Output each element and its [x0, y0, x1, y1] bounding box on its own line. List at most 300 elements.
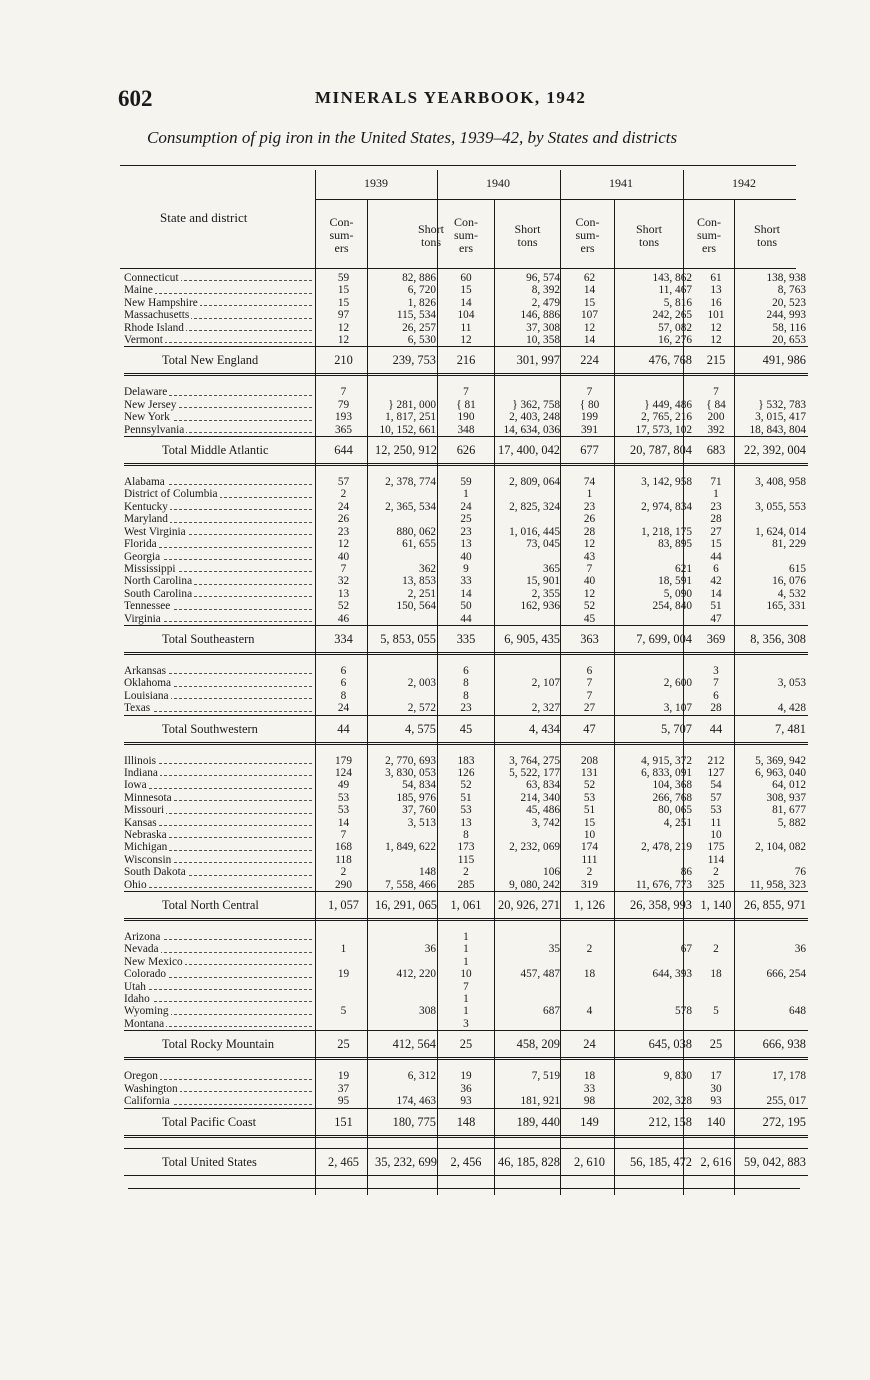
consumers-cell: 74 — [583, 476, 596, 489]
page-number: 602 — [118, 86, 153, 111]
row-label-text: New Hampshire — [124, 296, 198, 309]
short-tons-cell: 2, 825, 324 — [509, 500, 560, 513]
short-tons-cell: 46, 185, 828 — [491, 1148, 564, 1175]
table-row — [124, 575, 808, 587]
short-tons-cell: 54, 834 — [402, 779, 436, 792]
table-row — [124, 297, 808, 309]
consumers-cell: 101 — [707, 309, 725, 322]
short-tons-cell: 45, 486 — [526, 804, 560, 817]
short-tons-cell: } 449, 486 — [644, 398, 692, 411]
short-tons-cell: 362 — [419, 562, 436, 575]
short-tons-cell — [491, 551, 564, 563]
short-tons-cell: 2, 974, 834 — [641, 500, 692, 513]
consumers-cell: 12 — [460, 334, 472, 347]
short-tons-cell: 10, 358 — [526, 334, 560, 347]
table-row — [124, 779, 808, 791]
consumers-cell: 7 — [463, 980, 469, 993]
short-tons-cell: 244, 993 — [766, 309, 806, 322]
short-tons-cell: 104, 368 — [652, 779, 692, 792]
consumers-cell: 25 — [460, 513, 472, 526]
short-tons-cell: 83, 895 — [658, 538, 692, 551]
consumers-cell: 6 — [586, 664, 593, 677]
short-tons-cell: 457, 487 — [520, 968, 560, 981]
short-tons-cell — [491, 386, 564, 398]
short-tons-cell: 644, 393 — [652, 968, 692, 981]
row-label-text: Wyoming — [124, 1005, 169, 1018]
short-tons-cell: 2, 478, 219 — [641, 841, 692, 854]
short-tons-cell — [737, 386, 808, 398]
consumers-cell: 216 — [441, 347, 491, 375]
short-tons-cell: 266, 768 — [652, 791, 692, 804]
row-label-text: Connecticut — [124, 272, 179, 284]
consumers-cell — [695, 956, 737, 968]
table-row — [124, 1083, 808, 1095]
short-tons-cell: 7, 519 — [531, 1070, 560, 1083]
consumers-cell: 127 — [707, 766, 725, 779]
consumers-cell: 18 — [583, 968, 596, 981]
consumers-cell: 2 — [340, 866, 347, 879]
short-tons-cell: 308, 937 — [766, 791, 806, 804]
row-label — [124, 437, 316, 465]
short-tons-cell — [375, 613, 441, 626]
row-label — [124, 538, 316, 550]
row-label-text: Delaware — [124, 386, 168, 399]
short-tons-cell: 666, 254 — [766, 968, 806, 981]
row-label — [124, 804, 316, 816]
short-tons-cell — [737, 613, 808, 626]
table-row — [124, 943, 808, 955]
consumers-cell: 111 — [581, 853, 598, 866]
consumers-cell: 12 — [337, 321, 350, 334]
row-label — [124, 1070, 316, 1082]
consumers-cell: 13 — [460, 538, 472, 551]
consumers-cell: 2 — [586, 943, 593, 956]
consumers-cell — [564, 931, 615, 943]
short-tons-cell: 4, 575 — [375, 715, 441, 743]
row-label — [124, 272, 316, 284]
consumers-cell: 1, 057 — [316, 892, 375, 920]
consumers-cell: 1, 061 — [441, 892, 491, 920]
consumers-cell: 59 — [460, 476, 472, 489]
row-spacer — [124, 465, 808, 477]
consumers-cell: 2 — [713, 943, 719, 956]
short-tons-cell — [375, 513, 441, 525]
consumers-cell: 12 — [710, 334, 722, 347]
consumers-cell — [695, 931, 737, 943]
consumers-cell: 24 — [564, 1031, 615, 1059]
short-tons-cell: 5, 522, 177 — [509, 766, 560, 779]
row-label-text: Louisiana — [124, 689, 169, 702]
short-tons-cell — [491, 829, 564, 841]
consumers-cell: 18 — [710, 968, 722, 981]
short-tons-cell: 16, 276 — [658, 334, 692, 347]
table-row — [124, 513, 808, 525]
row-label-text: Total North Central — [162, 898, 259, 913]
consumers-cell: 1 — [586, 488, 593, 501]
consumers-cell: 27 — [710, 525, 722, 538]
tons-header: Short tons — [417, 222, 444, 249]
short-tons-cell: 5, 853, 055 — [375, 625, 441, 653]
table-row — [124, 993, 808, 1005]
row-label — [124, 792, 316, 804]
consumers-cell: 319 — [581, 878, 598, 891]
consumers-cell: 175 — [707, 841, 725, 854]
short-tons-cell — [737, 854, 808, 866]
consumers-cell: 644 — [316, 437, 375, 465]
consumers-cell: 126 — [457, 766, 475, 779]
short-tons-cell: 687 — [543, 1005, 560, 1018]
total-row — [124, 1108, 808, 1136]
short-tons-cell: 1, 016, 445 — [509, 525, 560, 538]
row-label — [124, 284, 316, 296]
short-tons-cell: 26, 257 — [402, 321, 436, 334]
consumers-cell: 290 — [335, 878, 352, 891]
consumers-cell: 53 — [337, 804, 350, 817]
consumers-cell: 325 — [707, 878, 725, 891]
consumers-cell: 6 — [340, 677, 347, 690]
row-label — [124, 613, 316, 626]
consumers-cell: 683 — [695, 437, 737, 465]
consumers-cell: 18 — [583, 1070, 596, 1083]
row-label — [124, 411, 316, 423]
consumers-cell: 114 — [707, 853, 725, 866]
consumers-cell: 32 — [337, 575, 350, 588]
short-tons-cell: 86 — [680, 866, 692, 879]
consumers-cell: 151 — [316, 1108, 375, 1136]
consumers-cell: 50 — [460, 600, 472, 613]
short-tons-cell — [375, 981, 441, 993]
short-tons-cell: 2, 232, 069 — [509, 841, 560, 854]
short-tons-cell: 12, 250, 912 — [375, 437, 441, 465]
short-tons-cell: 189, 440 — [491, 1108, 564, 1136]
row-label — [124, 1108, 316, 1136]
row-label-text: Virginia — [124, 612, 161, 625]
table-row — [124, 665, 808, 677]
consumers-cell: 23 — [583, 500, 596, 513]
short-tons-cell — [615, 551, 695, 563]
short-tons-cell: 8, 763 — [777, 284, 806, 297]
short-tons-cell: 5, 816 — [663, 296, 692, 309]
row-label-text: Total Southwestern — [162, 721, 258, 736]
row-label — [124, 866, 316, 878]
consumers-cell: 13 — [337, 587, 350, 600]
consumers-cell: 44 — [316, 715, 375, 743]
row-label-text: South Carolina — [124, 587, 193, 600]
consumers-cell: 30 — [710, 1082, 722, 1095]
consumers-cell: 212 — [707, 754, 725, 767]
year-rule — [315, 199, 796, 200]
consumers-cell: 52 — [583, 779, 596, 792]
consumers-cell: 40 — [583, 575, 596, 588]
short-tons-cell — [491, 1018, 564, 1031]
short-tons-cell — [375, 829, 441, 841]
short-tons-cell: 2, 355 — [531, 587, 560, 600]
row-label — [124, 551, 316, 563]
short-tons-cell: 58, 116 — [772, 321, 806, 334]
short-tons-cell — [615, 829, 695, 841]
short-tons-cell: 148 — [419, 866, 436, 879]
row-label-text: Alabama — [124, 476, 165, 489]
consumers-cell: 36 — [460, 1082, 472, 1095]
row-label — [124, 981, 316, 993]
consumers-cell: 2, 610 — [564, 1148, 615, 1175]
short-tons-cell — [375, 551, 441, 563]
short-tons-cell — [491, 690, 564, 702]
short-tons-cell — [375, 690, 441, 702]
short-tons-cell: 61, 655 — [402, 538, 436, 551]
short-tons-cell: 64, 012 — [772, 779, 806, 792]
consumers-cell: 11 — [710, 816, 722, 829]
consumers-header: Con- sum- ers — [575, 215, 600, 255]
consumers-cell: 7 — [340, 829, 347, 841]
consumers-cell: 173 — [457, 841, 475, 854]
row-label — [124, 677, 316, 689]
short-tons-cell: 272, 195 — [737, 1108, 808, 1136]
short-tons-cell: 59, 042, 883 — [737, 1148, 808, 1175]
table-row — [124, 817, 808, 829]
consumers-cell: 6 — [463, 664, 469, 677]
table-row — [124, 551, 808, 563]
consumers-cell: 14 — [460, 587, 472, 600]
short-tons-cell: 138, 938 — [766, 272, 806, 284]
table-row — [124, 613, 808, 626]
short-tons-cell — [615, 386, 695, 398]
short-tons-cell: 9, 080, 242 — [509, 878, 560, 891]
short-tons-cell — [375, 956, 441, 968]
consumers-cell: 42 — [710, 575, 722, 588]
consumers-cell: 6 — [340, 664, 347, 677]
consumers-cell: 391 — [581, 423, 598, 436]
short-tons-cell: 3, 142, 958 — [641, 476, 692, 489]
short-tons-cell: 37, 760 — [402, 804, 436, 817]
consumers-cell — [564, 1018, 615, 1031]
total-row — [124, 715, 808, 743]
consumers-cell: 24 — [337, 702, 350, 715]
total-row — [124, 1031, 808, 1059]
short-tons-cell: 458, 209 — [491, 1031, 564, 1059]
consumers-cell: 174 — [581, 841, 598, 854]
table-row — [124, 386, 808, 398]
consumers-cell: 44 — [460, 612, 472, 625]
consumers-cell: 334 — [316, 625, 375, 653]
short-tons-cell: 14, 634, 036 — [503, 423, 560, 436]
table-row — [124, 755, 808, 767]
short-tons-cell: 578 — [675, 1005, 692, 1018]
consumers-cell: 1 — [463, 943, 469, 956]
consumers-cell: 6 — [713, 689, 719, 702]
consumers-cell: 52 — [460, 779, 472, 792]
consumers-cell: 44 — [710, 550, 722, 563]
row-spacer — [124, 653, 808, 665]
tons-header: Short tons — [753, 222, 780, 249]
short-tons-cell: 81, 677 — [772, 804, 806, 817]
short-tons-cell: 26, 855, 971 — [737, 892, 808, 920]
short-tons-cell: 13, 853 — [402, 575, 436, 588]
year-header: 1942 — [732, 176, 756, 190]
short-tons-cell: } 362, 758 — [512, 398, 560, 411]
consumers-cell: 1 — [463, 488, 469, 501]
table-row — [124, 538, 808, 550]
short-tons-cell: 880, 062 — [396, 525, 436, 538]
consumers-cell: 8 — [463, 677, 469, 690]
consumers-cell: 23 — [460, 702, 472, 715]
short-tons-cell: 162, 936 — [520, 600, 560, 613]
short-tons-cell: 3, 513 — [407, 816, 436, 829]
consumers-cell: 168 — [335, 841, 352, 854]
short-tons-cell — [737, 993, 808, 1005]
short-tons-cell: 17, 178 — [772, 1070, 806, 1083]
row-label-text: Iowa — [124, 779, 147, 792]
short-tons-cell: 11, 958, 323 — [749, 878, 806, 891]
consumers-cell: 23 — [337, 525, 350, 538]
row-label — [124, 779, 316, 791]
consumers-header: Con- sum- ers — [454, 215, 478, 255]
short-tons-cell — [491, 956, 564, 968]
table-row — [124, 1005, 808, 1017]
consumers-cell: 1, 140 — [695, 892, 737, 920]
consumers-cell: 7 — [586, 386, 593, 399]
short-tons-cell: 82, 886 — [402, 272, 436, 284]
row-label-text: Ohio — [124, 878, 147, 891]
consumers-cell: 25 — [695, 1031, 737, 1059]
short-tons-cell: 35 — [548, 943, 560, 956]
short-tons-cell — [375, 1018, 441, 1031]
short-tons-cell: 20, 653 — [772, 334, 806, 347]
short-tons-cell: 308 — [419, 1005, 436, 1018]
short-tons-cell: 56, 185, 472 — [615, 1148, 695, 1175]
short-tons-cell: 35, 232, 699 — [375, 1148, 441, 1175]
consumption-table — [124, 272, 808, 1176]
total-row — [124, 892, 808, 920]
short-tons-cell: 7, 558, 466 — [385, 878, 436, 891]
consumers-cell: 53 — [710, 804, 722, 817]
short-tons-cell: 37, 308 — [526, 321, 560, 334]
short-tons-cell: 20, 926, 271 — [491, 892, 564, 920]
consumers-cell: 2, 456 — [441, 1148, 491, 1175]
row-label — [124, 575, 316, 587]
short-tons-cell: 17, 400, 042 — [491, 437, 564, 465]
consumers-cell — [695, 981, 737, 993]
consumers-cell: 51 — [710, 600, 722, 613]
short-tons-cell: 1, 826 — [407, 296, 436, 309]
short-tons-cell: 63, 834 — [526, 779, 560, 792]
consumers-cell: 200 — [707, 411, 725, 424]
short-tons-cell: 648 — [789, 1005, 806, 1018]
short-tons-cell: 174, 463 — [396, 1095, 436, 1108]
short-tons-cell — [375, 931, 441, 943]
consumers-cell — [564, 993, 615, 1005]
row-label — [124, 1005, 316, 1017]
row-label — [124, 563, 316, 575]
table-row — [124, 841, 808, 853]
row-label — [124, 399, 316, 411]
short-tons-cell: 143, 862 — [652, 272, 692, 284]
row-label-text: Rhode Island — [124, 321, 184, 334]
table-row — [124, 956, 808, 968]
consumers-cell: 28 — [710, 702, 722, 715]
row-label — [124, 817, 316, 829]
consumers-cell: 33 — [460, 575, 472, 588]
table-row — [124, 931, 808, 943]
consumers-cell: 9 — [463, 562, 469, 575]
table-row — [124, 399, 808, 411]
consumers-cell: 25 — [316, 1031, 375, 1059]
short-tons-cell: 18, 591 — [658, 575, 692, 588]
consumers-cell — [316, 993, 375, 1005]
consumers-cell: { 84 — [706, 398, 726, 411]
consumers-cell: 12 — [583, 538, 596, 551]
consumers-cell: 23 — [460, 525, 472, 538]
consumers-cell: 1, 126 — [564, 892, 615, 920]
short-tons-cell: 214, 340 — [520, 791, 560, 804]
table-row — [124, 879, 808, 892]
row-label-text: Total Southeastern — [162, 631, 255, 646]
total-row — [124, 1148, 808, 1175]
consumers-cell: 54 — [710, 779, 722, 792]
short-tons-cell: 67 — [680, 943, 692, 956]
row-label-text: New Mexico — [124, 955, 183, 968]
short-tons-cell: 16, 291, 065 — [375, 892, 441, 920]
short-tons-cell: 76 — [794, 866, 806, 879]
short-tons-cell: 3, 107 — [663, 702, 692, 715]
consumers-cell: 33 — [583, 1082, 596, 1095]
consumers-cell: 52 — [337, 600, 350, 613]
consumers-cell: 26 — [337, 513, 350, 526]
short-tons-cell — [375, 854, 441, 866]
consumers-cell: 7 — [586, 689, 593, 702]
short-tons-cell: 2, 107 — [531, 677, 560, 690]
consumers-cell: 10 — [460, 968, 472, 981]
consumers-cell: 8 — [463, 689, 469, 702]
short-tons-cell: 8, 356, 308 — [737, 625, 808, 653]
row-spacer — [124, 375, 808, 387]
row-label-text: Nevada — [124, 943, 159, 956]
consumers-cell: 365 — [335, 423, 352, 436]
row-label-text: Minnesota — [124, 791, 172, 804]
row-label — [124, 854, 316, 866]
table-row — [124, 792, 808, 804]
row-label — [124, 386, 316, 398]
short-tons-cell: 2, 479 — [531, 296, 560, 309]
consumers-cell: 2, 616 — [695, 1148, 737, 1175]
consumers-cell: 10 — [583, 829, 596, 841]
short-tons-cell: 6, 312 — [407, 1070, 436, 1083]
consumers-cell — [316, 1018, 375, 1031]
table-row — [124, 981, 808, 993]
row-label-text: Wisconsin — [124, 853, 172, 866]
short-tons-cell — [375, 1083, 441, 1095]
consumers-cell: 7 — [340, 386, 347, 399]
short-tons-cell — [615, 1018, 695, 1031]
short-tons-cell: 16, 076 — [772, 575, 806, 588]
consumers-cell: 26 — [583, 513, 596, 526]
total-row — [124, 347, 808, 375]
consumers-cell: 71 — [710, 476, 722, 489]
consumers-header: Con- sum- ers — [697, 215, 721, 255]
consumers-cell: 7 — [586, 562, 593, 575]
short-tons-cell: 412, 564 — [375, 1031, 441, 1059]
consumers-header: Con- sum- ers — [329, 215, 354, 255]
consumers-cell: 13 — [460, 816, 472, 829]
row-label — [124, 665, 316, 677]
consumers-cell: 12 — [337, 538, 350, 551]
short-tons-cell: 11, 467 — [658, 284, 692, 297]
consumers-cell: 183 — [457, 754, 475, 767]
consumers-cell: 348 — [457, 423, 475, 436]
table-row — [124, 1018, 808, 1031]
row-label-text: Total Rocky Mountain — [162, 1037, 275, 1052]
total-row — [124, 625, 808, 653]
